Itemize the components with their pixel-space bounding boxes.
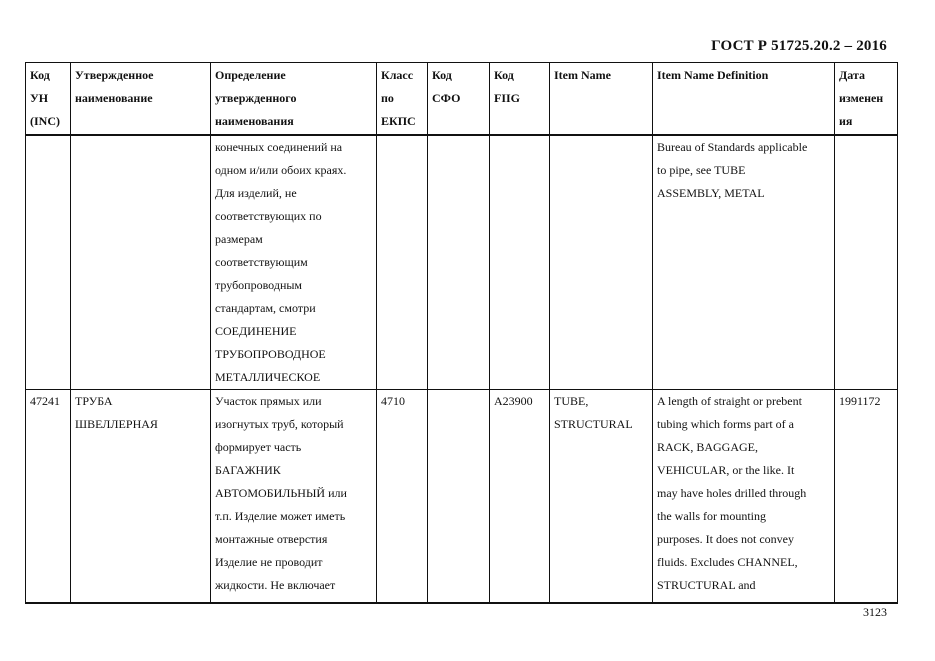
document-standard-title: ГОСТ Р 51725.20.2 – 2016 [711,38,887,54]
column-header-date: Дата изменен ия [835,63,898,135]
table-header-row [26,63,898,135]
definition-ru-cell: конечных соединений на одном и/или обоих краях. Для изделий, не соответствующих по размерам соответствующим трубопроводным стандартам, смотри СОЕДИНЕНИЕ ТРУБОПРОВОДНОЕ МЕТАЛЛИЧЕСКОЕ [211,135,377,390]
classification-table [25,62,898,604]
column-header-sfo: Код СФО [428,63,490,135]
sfo-cell [428,389,490,603]
column-header-item-name: Item Name [550,63,653,135]
definition-en-cell: Bureau of Standards applicable to pipe, see TUBE ASSEMBLY, METAL [653,135,835,390]
definition-en-cell: A length of straight or prebent tubing which forms part of a RACK, BAGGAGE, VEHICULAR, or the like. It may have holes drilled through the walls for mounting purposes. It does not convey fluids. Excludes CHANNEL, STRUCTURAL and [653,389,835,603]
column-header-inc: Код УН (INC) [26,63,71,135]
column-header-fiig: Код FIIG [490,63,550,135]
fiig-cell: A23900 [490,389,550,603]
item-name-cell: TUBE, STRUCTURAL [550,389,653,603]
table-row [26,389,898,603]
page-number: 3123 [863,605,887,619]
column-header-item-definition: Item Name Definition [653,63,835,135]
date-cell: 1991172 [835,389,898,603]
inc-cell: 47241 [26,389,71,603]
column-header-class: Класс по ЕКПС [377,63,428,135]
column-header-definition-ru: Определение утвержденного наименования [211,63,377,135]
column-header-approved-name: Утвержденное наименование [71,63,211,135]
table-row-continuation [26,135,898,390]
class-cell: 4710 [377,389,428,603]
definition-ru-cell: Участок прямых или изогнутых труб, который формирует часть БАГАЖНИК АВТОМОБИЛЬНЫЙ или т.п. Изделие может иметь монтажные отверстия Изделие не проводит жидкости. Не включает [211,389,377,603]
approved-name-cell: ТРУБА ШВЕЛЛЕРНАЯ [71,389,211,603]
